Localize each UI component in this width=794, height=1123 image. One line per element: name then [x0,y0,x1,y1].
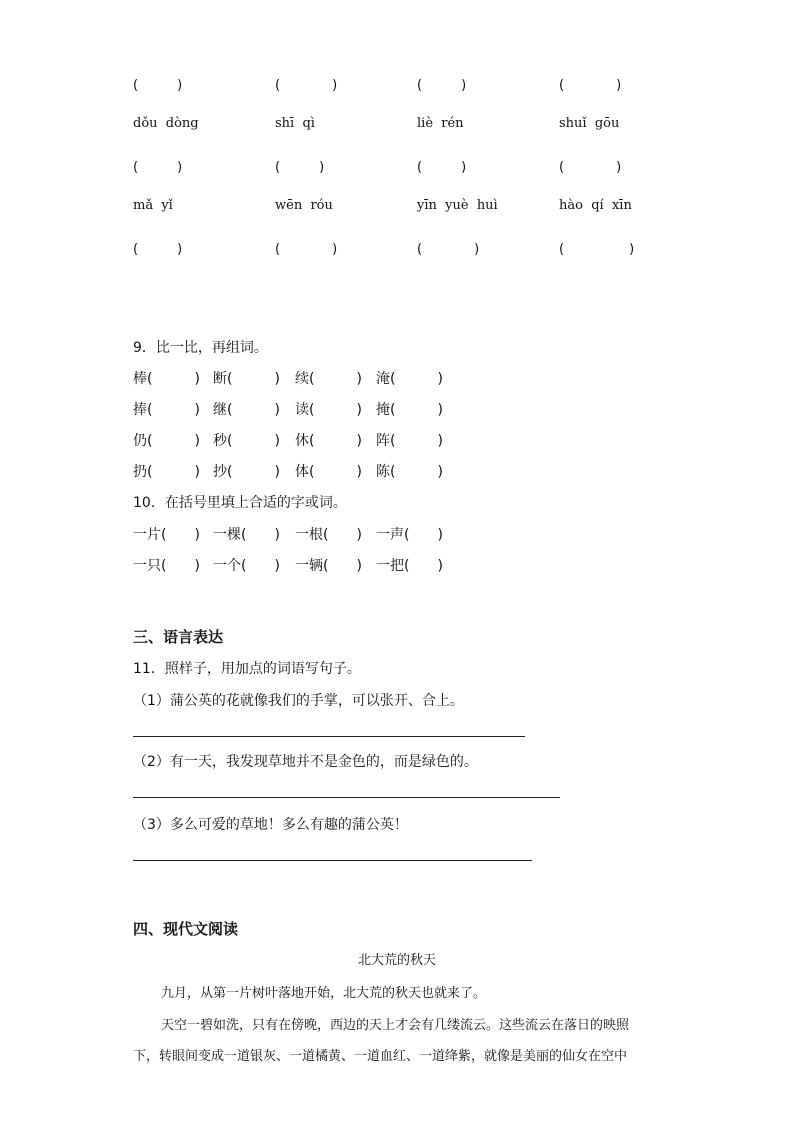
answer-line[interactable] [133,736,525,737]
answer-blank[interactable]: ( ) [275,242,338,257]
passage-paragraph: 九月，从第一片树叶落地开始，北大荒的秋天也就来了。 [161,986,487,1001]
word-blank[interactable]: 抄( ) [213,464,280,480]
answer-blank[interactable]: ( ) [275,160,325,175]
word-blank[interactable]: 一片( ) [133,527,200,543]
word-blank[interactable]: 休( ) [295,433,362,449]
question-title: 9．比一比，再组词。 [133,340,268,356]
word-blank[interactable]: 继( ) [213,402,280,418]
answer-blank[interactable]: ( ) [559,160,622,175]
answer-blank[interactable]: ( ) [417,78,467,93]
pinyin-word: yīn yuè huì [417,198,498,213]
answer-blank[interactable]: ( ) [559,242,635,257]
word-blank[interactable]: 捧( ) [133,402,200,418]
word-blank[interactable]: 扔( ) [133,464,200,480]
word-blank[interactable]: 淹( ) [376,371,443,387]
question-title: 10．在括号里填上合适的字或词。 [133,495,347,511]
answer-blank[interactable]: ( ) [417,242,480,257]
section-heading: 三、语言表达 [133,628,224,646]
answer-line[interactable] [133,860,532,861]
word-blank[interactable]: 一只( ) [133,558,200,574]
word-blank[interactable]: 陈( ) [376,464,443,480]
word-blank[interactable]: 一棵( ) [213,527,280,543]
section-heading: 四、现代文阅读 [133,920,239,938]
example-sentence: （2）有一天，我发现草地并不是金色的，而是绿色的。 [133,754,478,770]
answer-blank[interactable]: ( ) [417,160,467,175]
word-blank[interactable]: 续( ) [295,371,362,387]
word-blank[interactable]: 一个( ) [213,558,280,574]
word-blank[interactable]: 一把( ) [376,558,443,574]
example-sentence: （3）多么可爱的草地！多么有趣的蒲公英！ [133,817,408,833]
word-blank[interactable]: 断( ) [213,371,280,387]
pinyin-word: mǎ yǐ [133,198,173,213]
answer-blank[interactable]: ( ) [133,242,183,257]
pinyin-word: liè rén [417,116,464,131]
example-sentence: （1）蒲公英的花就像我们的手掌，可以张开、合上。 [133,693,464,709]
question-title: 11．照样子，用加点的词语写句子。 [133,661,361,677]
word-blank[interactable]: 棒( ) [133,371,200,387]
passage-paragraph: 天空一碧如洗，只有在傍晚，西边的天上才会有几缕流云。这些流云在落日的映照 [161,1018,630,1033]
pinyin-word: wēn róu [275,198,333,213]
word-blank[interactable]: 掩( ) [376,402,443,418]
word-blank[interactable]: 一声( ) [376,527,443,543]
pinyin-word: shī qì [275,116,315,131]
answer-blank[interactable]: ( ) [559,78,622,93]
answer-line[interactable] [133,797,560,798]
word-blank[interactable]: 秒( ) [213,433,280,449]
word-blank[interactable]: 体( ) [295,464,362,480]
pinyin-word: hào qí xīn [559,198,632,213]
passage-title: 北大荒的秋天 [357,953,436,968]
answer-blank[interactable]: ( ) [133,160,183,175]
pinyin-word: shuǐ gōu [559,116,620,131]
word-blank[interactable]: 仍( ) [133,433,200,449]
word-blank[interactable]: 阵( ) [376,433,443,449]
word-blank[interactable]: 一根( ) [295,527,362,543]
answer-blank[interactable]: ( ) [133,78,183,93]
pinyin-word: dǒu dòng [133,116,199,131]
word-blank[interactable]: 一辆( ) [295,558,362,574]
passage-paragraph: 下，转眼间变成一道银灰、一道橘黄、一道血红、一道绛紫，就像是美丽的仙女在空中 [133,1049,628,1064]
answer-blank[interactable]: ( ) [275,78,338,93]
word-blank[interactable]: 读( ) [295,402,362,418]
